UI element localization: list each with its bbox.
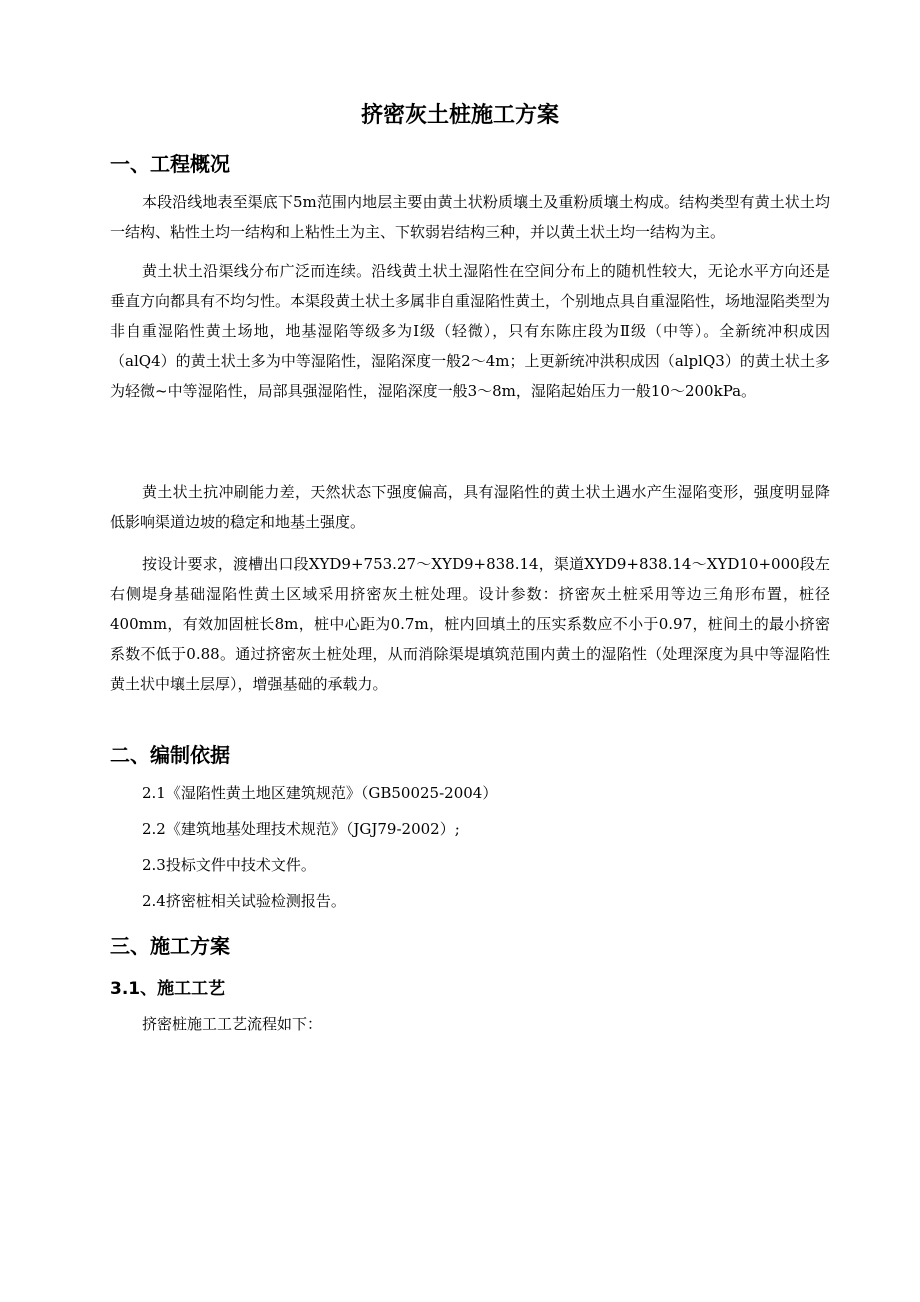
section-heading-basis: 二、编制依据 <box>110 743 230 767</box>
subsection-heading-process: 3.1、施工工艺 <box>110 979 226 999</box>
basis-item-3: 2.3投标文件中技术文件。 <box>142 856 316 874</box>
overview-paragraph-3: 黄土状土抗冲刷能力差，天然状态下强度偏高，具有湿陷性的黄土状土遇水产生湿陷变形，强度明显降低影响渠道边坡的稳定和地基土强度。 <box>110 483 830 531</box>
section-heading-plan: 三、施工方案 <box>110 934 230 958</box>
section-heading-overview: 一、工程概况 <box>110 152 230 176</box>
basis-item-4: 2.4挤密桩相关试验检测报告。 <box>142 892 346 910</box>
overview-paragraph-4: 按设计要求，渡槽出口段XYD9+753.27～XYD9+838.14，渠道XYD9+838.14～XYD10+000段左右侧堤身基础湿陷性黄土区域采用挤密灰土桩处理。设计参数：挤密灰土桩采用等边三角形布置，桩径400mm，有效加固桩长8m，桩中心距为0.7m，桩内回填土的压实系数应不小于0.97，桩间土的最小挤密系数不低于0.88。通过挤密灰土桩处理，从而消除渠堤填筑范围内黄土的湿陷性（处理深度为具中等湿陷性黄土状中壤土层厚），增强基础的承载力。 <box>110 555 830 693</box>
overview-paragraph-2: 黄土状土沿渠线分布广泛而连续。沿线黄土状土湿陷性在空间分布上的随机性较大，无论水平方向还是垂直方向都具有不均匀性。本渠段黄土状土多属非自重湿陷性黄土，个别地点具自重湿陷性，场地湿陷类型为非自重湿陷性黄土场地，地基湿陷等级多为Ⅰ级（轻微），只有东陈庄段为Ⅱ级（中等）。全新统冲积成因（alQ4）的黄土状土多为中等湿陷性，湿陷深度一般2～4m；上更新统冲洪积成因（alplQ3）的黄土状土多为轻微~中等湿陷性，局部具强湿陷性，湿陷深度一般3～8m，湿陷起始压力一般10～200kPa。 <box>110 262 831 400</box>
process-intro-text: 挤密桩施工工艺流程如下： <box>142 1015 323 1033</box>
basis-item-2: 2.2《建筑地基处理技术规范》（JGJ79-2002）; <box>142 820 460 838</box>
document-title: 挤密灰土桩施工方案 <box>360 103 559 128</box>
overview-paragraph-1: 本段沿线地表至渠底下5m范围内地层主要由黄土状粉质壤土及重粉质壤土构成。结构类型有黄土状土均一结构、粘性土均一结构和上粘性土为主、下软弱岩结构三种，并以黄土状土均一结构为主。 <box>110 193 830 241</box>
basis-item-1: 2.1《湿陷性黄土地区建筑规范》（GB50025-2004） <box>142 784 498 802</box>
